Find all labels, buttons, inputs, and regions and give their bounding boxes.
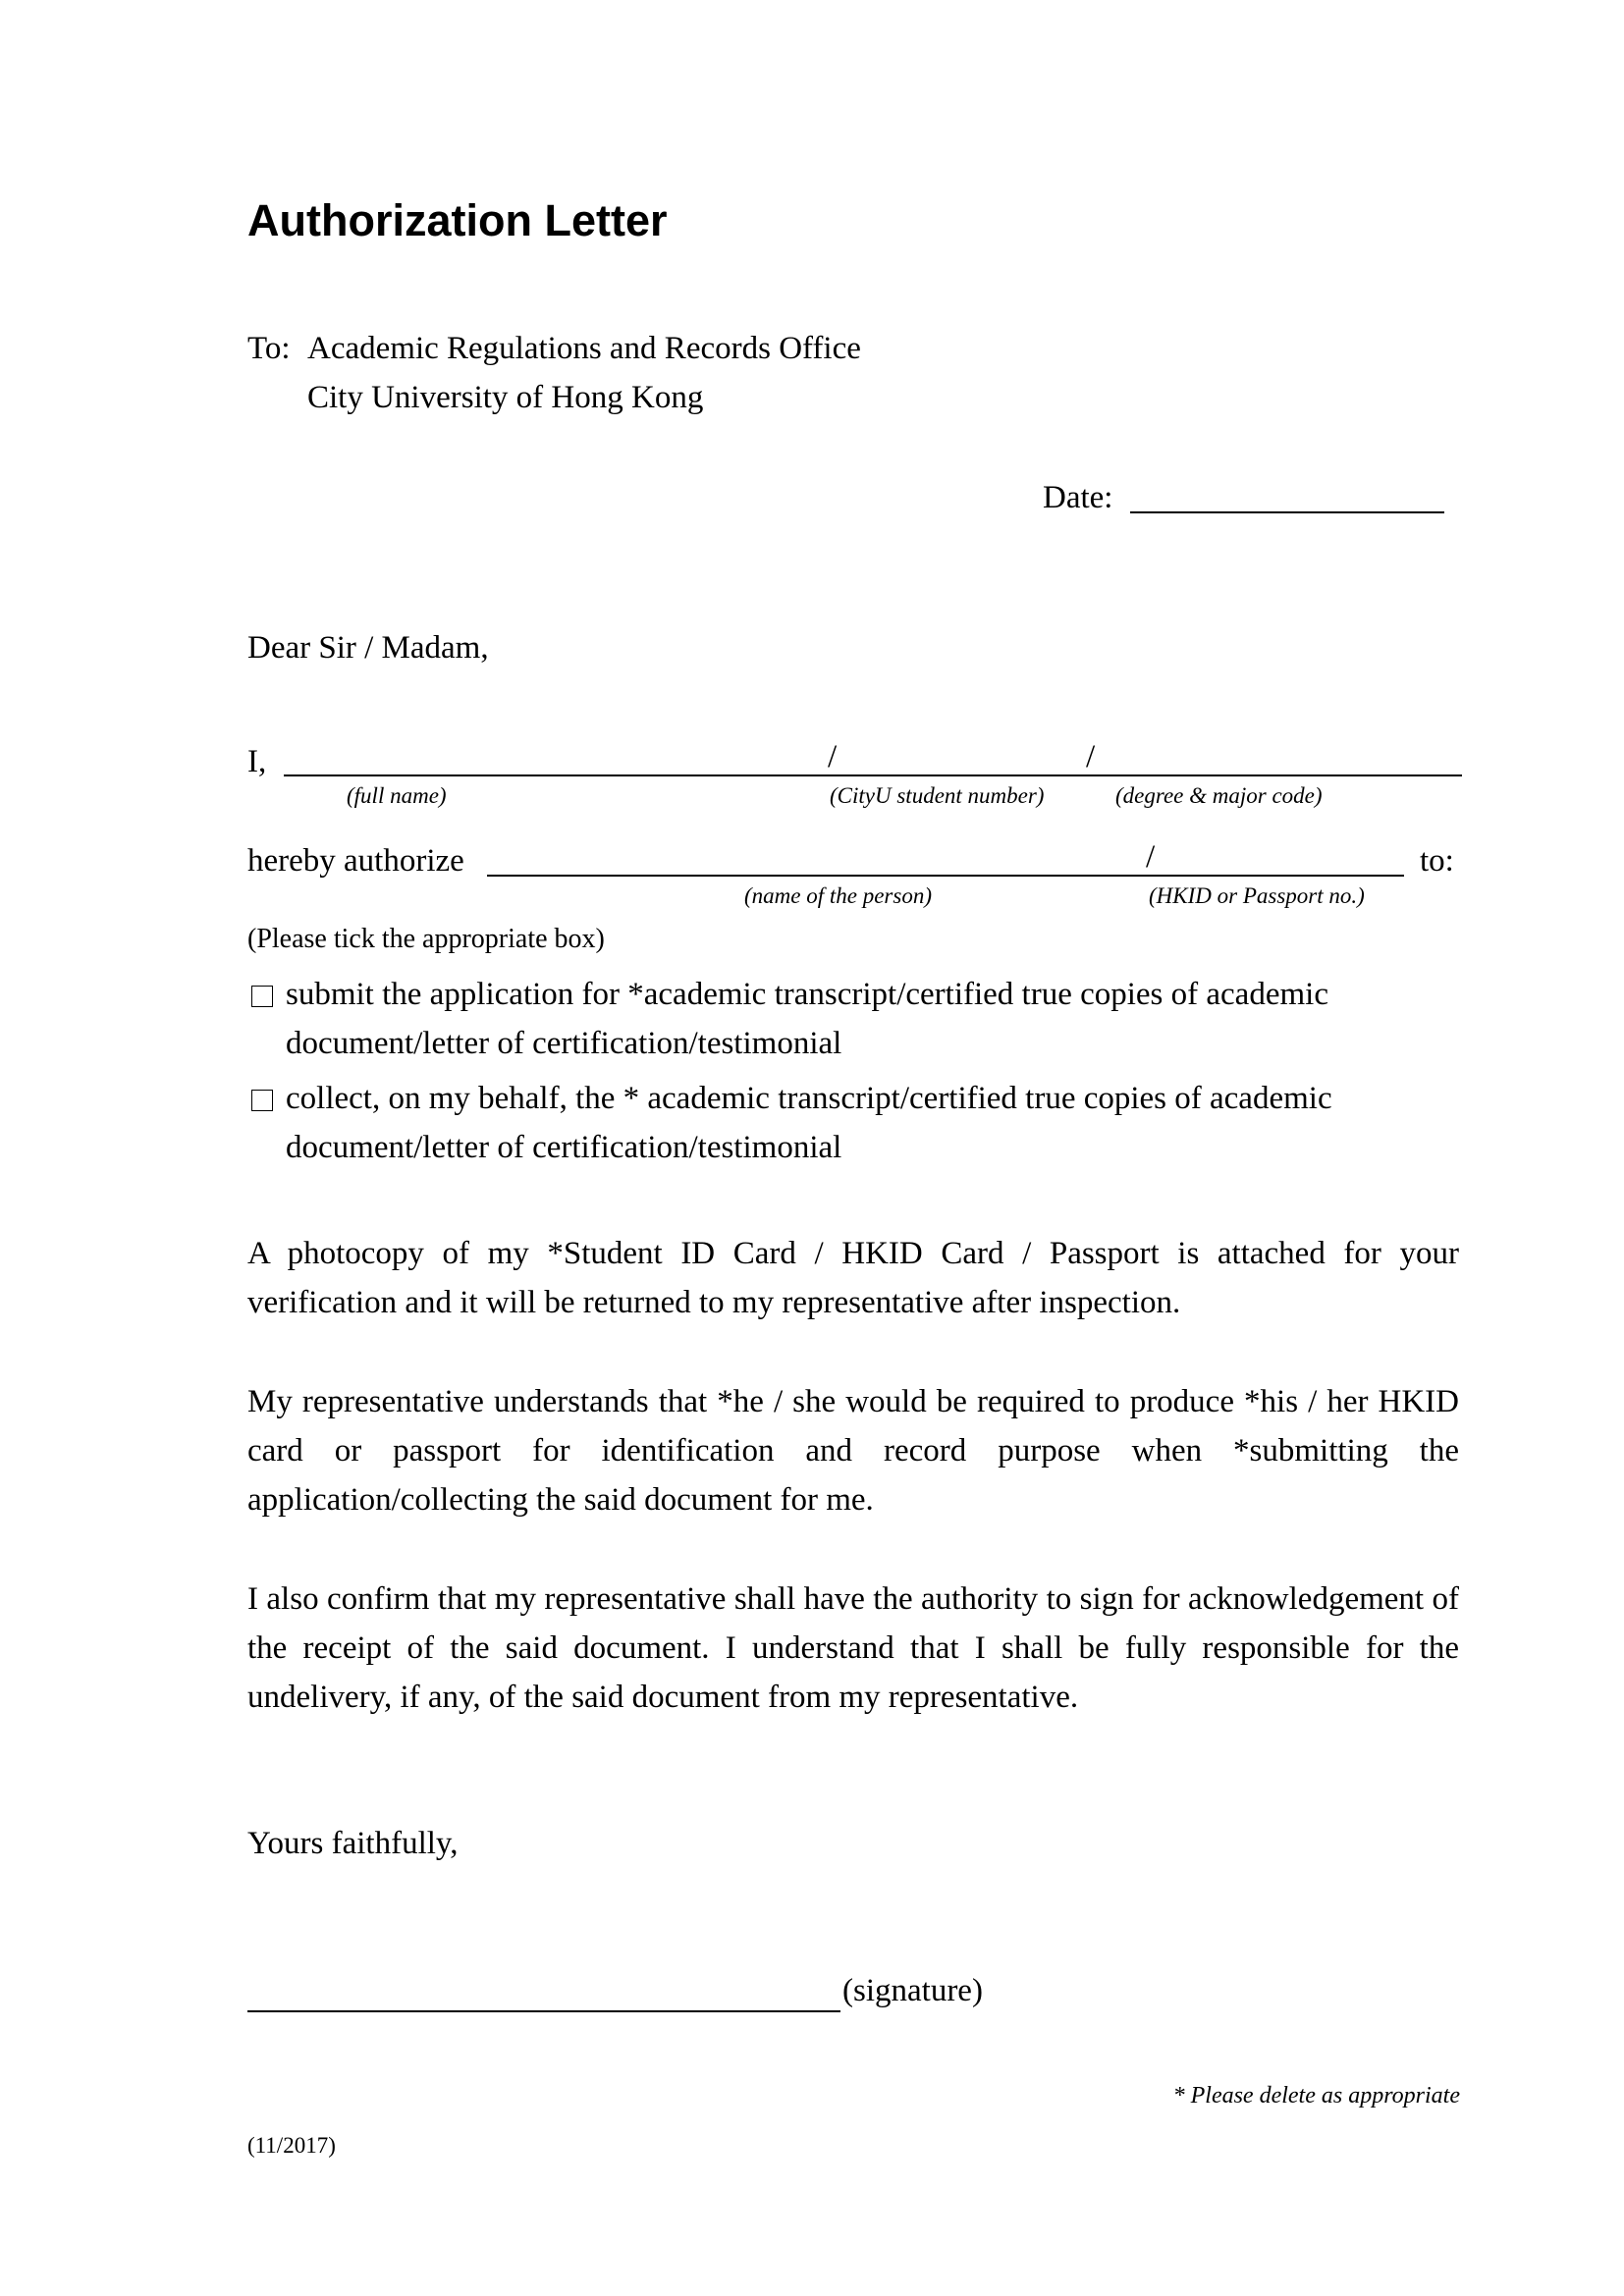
slash-separator: / [1086, 739, 1096, 774]
authorize-label: hereby authorize [247, 843, 464, 879]
hkid-caption: (HKID or Passport no.) [1149, 883, 1365, 908]
to-office: Academic Regulations and Records Office [307, 331, 861, 366]
option-submit-line2: document/letter of certification/testimonial [286, 1026, 842, 1061]
version-label: (11/2017) [247, 2133, 336, 2158]
date-label: Date: [1043, 480, 1113, 515]
checkbox-icon [251, 986, 273, 1007]
degree-code-caption: (degree & major code) [1115, 783, 1323, 808]
option-submit-line1: submit the application for *academic transcript/certified true copies of academic [286, 977, 1328, 1012]
to-suffix: to: [1420, 843, 1454, 879]
tick-instruction: (Please tick the appropriate box) [247, 924, 605, 954]
slash-separator: / [1146, 839, 1156, 875]
salutation: Dear Sir / Madam, [247, 630, 489, 666]
option-collect-line1: collect, on my behalf, the * academic transcript/certified true copies of academic [286, 1081, 1332, 1116]
checkbox-icon [251, 1090, 273, 1111]
page-title: Authorization Letter [247, 195, 668, 245]
i-label: I, [247, 744, 267, 779]
signature-line [247, 2010, 840, 2012]
person-name-caption: (name of the person) [744, 883, 932, 908]
footnote: * Please delete as appropriate [1172, 2083, 1460, 2109]
date-field[interactable] [1130, 469, 1444, 516]
option-submit-checkbox[interactable] [251, 986, 273, 1012]
student-number-field[interactable] [846, 731, 1080, 778]
signature-field[interactable] [247, 1961, 840, 2008]
signature-label: (signature) [842, 1973, 983, 2008]
slash-separator: / [828, 739, 838, 774]
degree-major-code-field[interactable] [1106, 731, 1461, 778]
to-label: To: [247, 331, 291, 366]
full-name-caption: (full name) [347, 783, 447, 808]
hkid-passport-field[interactable] [1164, 830, 1404, 878]
closing: Yours faithfully, [247, 1826, 459, 1861]
option-collect-line2: document/letter of certification/testimonial [286, 1130, 842, 1165]
student-number-caption: (CityU student number) [830, 783, 1045, 808]
option-collect-checkbox[interactable] [251, 1090, 273, 1116]
paragraph-confirmation: I also confirm that my representative shall have the authority to sign for acknowledgement of the receipt of the said document. I understand that I shall be fully responsible for the undelivery, if any, of the said document from my representative. [247, 1581, 1459, 1715]
person-name-field[interactable] [487, 830, 1140, 878]
full-name-field[interactable] [284, 731, 824, 778]
to-university: City University of Hong Kong [307, 380, 704, 415]
paragraph-representative: My representative understands that *he / she would be required to produce *his / her HKID card or passport for identification and record purpose when *submitting the application/collecting the said document for me. [247, 1384, 1459, 1518]
paragraph-photocopy: A photocopy of my *Student ID Card / HKID Card / Passport is attached for your verification and it will be returned to my representative after inspection. [247, 1236, 1459, 1320]
